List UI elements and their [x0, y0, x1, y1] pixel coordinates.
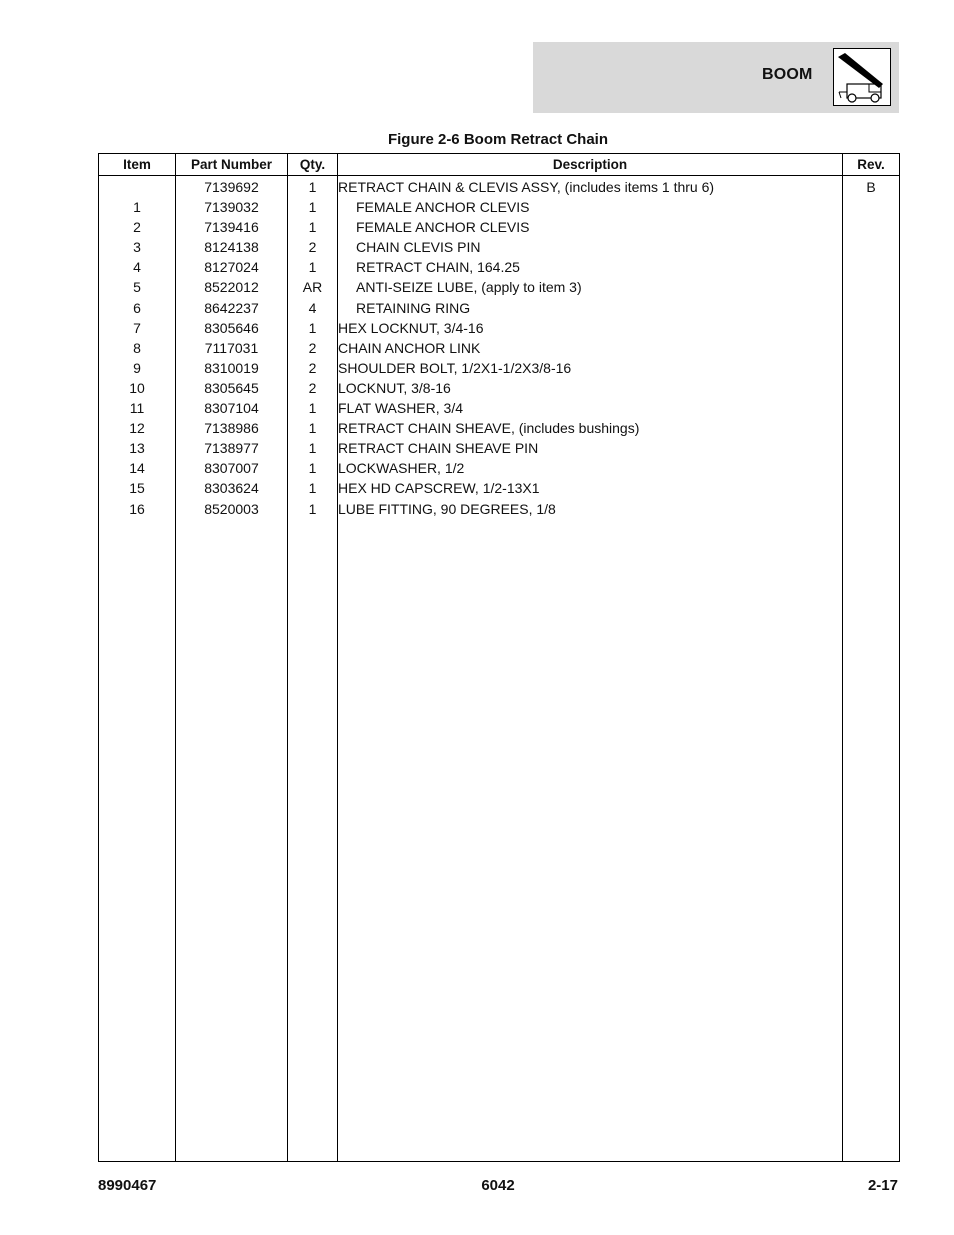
cell-qty: 1 [288, 257, 338, 277]
cell-item: 1 [99, 197, 176, 217]
footer-page-number: 2-17 [867, 1177, 898, 1194]
table-row [99, 237, 900, 257]
cell-rev [843, 378, 900, 398]
column-header-rev: Rev. [843, 154, 900, 176]
cell-rev [843, 237, 900, 257]
cell-part-number: 7138986 [176, 418, 288, 438]
footer-document-number: 8990467 [98, 1177, 157, 1194]
cell-part-number: 8522012 [176, 277, 288, 297]
cell-item: 15 [99, 478, 176, 498]
cell-description: FLAT WASHER, 3/4 [338, 398, 843, 418]
cell-item: 9 [99, 358, 176, 378]
cell-item: 16 [99, 499, 176, 519]
table-row [99, 458, 900, 478]
table-row [99, 298, 900, 318]
table-row [99, 217, 900, 237]
cell-rev: B [843, 176, 900, 198]
cell-description: RETRACT CHAIN, 164.25 [338, 257, 843, 277]
table-row [99, 438, 900, 458]
cell-item: 6 [99, 298, 176, 318]
cell-qty: 2 [288, 338, 338, 358]
cell-rev [843, 298, 900, 318]
footer-model-number: 6042 [481, 1177, 515, 1194]
cell-qty: 1 [288, 478, 338, 498]
cell-qty: 1 [288, 418, 338, 438]
cell-item: 2 [99, 217, 176, 237]
cell-description: FEMALE ANCHOR CLEVIS [338, 217, 843, 237]
cell-part-number: 7117031 [176, 338, 288, 358]
empty-cell [99, 519, 176, 1162]
table-row [99, 358, 900, 378]
cell-description: RETRACT CHAIN & CLEVIS ASSY, (includes items 1 thru 6) [338, 176, 843, 198]
cell-description: LOCKNUT, 3/8-16 [338, 378, 843, 398]
cell-part-number: 8305645 [176, 378, 288, 398]
empty-cell [338, 519, 843, 1162]
cell-item: 14 [99, 458, 176, 478]
table-row [99, 338, 900, 358]
cell-rev [843, 338, 900, 358]
cell-part-number: 8124138 [176, 237, 288, 257]
cell-description: ANTI-SEIZE LUBE, (apply to item 3) [338, 277, 843, 297]
table-row [99, 318, 900, 338]
cell-part-number: 7139032 [176, 197, 288, 217]
cell-rev [843, 358, 900, 378]
cell-rev [843, 217, 900, 237]
cell-item: 13 [99, 438, 176, 458]
cell-rev [843, 318, 900, 338]
figure-title: Figure 2-6 Boom Retract Chain [387, 131, 609, 148]
cell-rev [843, 499, 900, 519]
cell-item: 12 [99, 418, 176, 438]
table-row [99, 277, 900, 297]
cell-part-number: 7139692 [176, 176, 288, 198]
cell-rev [843, 478, 900, 498]
empty-cell [176, 519, 288, 1162]
cell-part-number: 8307104 [176, 398, 288, 418]
empty-cell [843, 519, 900, 1162]
cell-part-number: 7139416 [176, 217, 288, 237]
cell-part-number: 7138977 [176, 438, 288, 458]
cell-item: 5 [99, 277, 176, 297]
cell-part-number: 8642237 [176, 298, 288, 318]
table-filler-row [99, 519, 900, 1162]
cell-item: 7 [99, 318, 176, 338]
cell-rev [843, 197, 900, 217]
cell-item: 4 [99, 257, 176, 277]
cell-qty: 2 [288, 358, 338, 378]
cell-item [99, 176, 176, 198]
cell-rev [843, 277, 900, 297]
cell-description: CHAIN CLEVIS PIN [338, 237, 843, 257]
table-row [99, 257, 900, 277]
cell-description: HEX LOCKNUT, 3/4-16 [338, 318, 843, 338]
cell-item: 3 [99, 237, 176, 257]
cell-description: RETRACT CHAIN SHEAVE PIN [338, 438, 843, 458]
cell-rev [843, 398, 900, 418]
cell-rev [843, 458, 900, 478]
cell-qty: 1 [288, 438, 338, 458]
table-row [99, 478, 900, 498]
cell-qty: 1 [288, 398, 338, 418]
column-header-part-number: Part Number [176, 154, 288, 176]
cell-description: RETRACT CHAIN SHEAVE, (includes bushings) [338, 418, 843, 438]
cell-qty: 1 [288, 318, 338, 338]
cell-qty: 1 [288, 499, 338, 519]
table-row [99, 418, 900, 438]
cell-qty: AR [288, 277, 338, 297]
cell-description: FEMALE ANCHOR CLEVIS [338, 197, 843, 217]
table-row [99, 499, 900, 519]
table-row [99, 197, 900, 217]
table-row [99, 398, 900, 418]
cell-qty: 4 [288, 298, 338, 318]
cell-part-number: 8310019 [176, 358, 288, 378]
cell-description: SHOULDER BOLT, 1/2X1-1/2X3/8-16 [338, 358, 843, 378]
cell-item: 10 [99, 378, 176, 398]
cell-description: HEX HD CAPSCREW, 1/2-13X1 [338, 478, 843, 498]
cell-qty: 2 [288, 378, 338, 398]
cell-part-number: 8520003 [176, 499, 288, 519]
cell-part-number: 8307007 [176, 458, 288, 478]
cell-description: CHAIN ANCHOR LINK [338, 338, 843, 358]
cell-rev [843, 438, 900, 458]
cell-qty: 1 [288, 176, 338, 198]
cell-item: 8 [99, 338, 176, 358]
column-header-qty: Qty. [288, 154, 338, 176]
cell-qty: 1 [288, 458, 338, 478]
cell-qty: 1 [288, 197, 338, 217]
boom-truck-icon [833, 48, 891, 106]
cell-qty: 2 [288, 237, 338, 257]
cell-rev [843, 257, 900, 277]
cell-description: LOCKWASHER, 1/2 [338, 458, 843, 478]
column-header-description: Description [338, 154, 843, 176]
cell-description: RETAINING RING [338, 298, 843, 318]
cell-part-number: 8303624 [176, 478, 288, 498]
cell-item: 11 [99, 398, 176, 418]
table-row [99, 378, 900, 398]
column-header-item: Item [99, 154, 176, 176]
cell-rev [843, 418, 900, 438]
cell-part-number: 8305646 [176, 318, 288, 338]
cell-description: LUBE FITTING, 90 DEGREES, 1/8 [338, 499, 843, 519]
section-title: BOOM [762, 66, 813, 83]
table-row [99, 176, 900, 198]
empty-cell [288, 519, 338, 1162]
cell-qty: 1 [288, 217, 338, 237]
table-header-row [99, 154, 900, 176]
parts-table [98, 153, 900, 1162]
cell-part-number: 8127024 [176, 257, 288, 277]
